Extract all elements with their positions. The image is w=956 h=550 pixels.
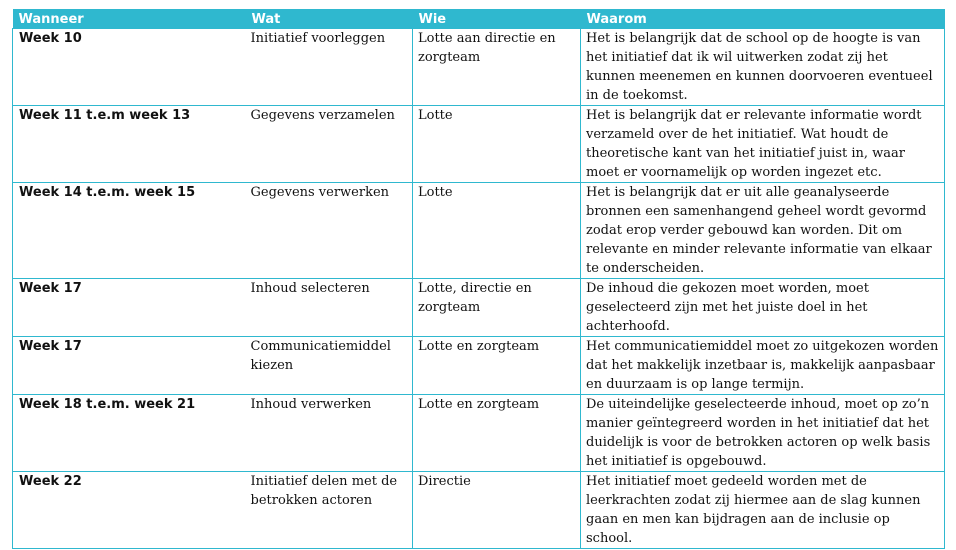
table-body [13, 29, 945, 549]
cell-wie: Lotte aan directie en zorgteam [413, 29, 581, 106]
table-row [13, 106, 945, 183]
cell-wanneer: Week 10 [13, 29, 246, 106]
cell-wat: Initiatief delen met de betrokken actoren [246, 472, 413, 549]
table-row [13, 337, 945, 395]
cell-wat: Inhoud selecteren [246, 279, 413, 337]
cell-wanneer: Week 14 t.e.m. week 15 [13, 183, 246, 279]
table-row [13, 279, 945, 337]
cell-wie: Lotte [413, 183, 581, 279]
cell-wat: Gegevens verzamelen [246, 106, 413, 183]
table-row [13, 395, 945, 472]
header-waarom: Waarom [581, 9, 945, 29]
cell-wat: Inhoud verwerken [246, 395, 413, 472]
cell-wat: Communicatiemiddel kiezen [246, 337, 413, 395]
cell-wat: Initiatief voorleggen [246, 29, 413, 106]
table-row [13, 472, 945, 549]
cell-waarom: Het initiatief moet gedeeld worden met de leerkrachten zodat zij hiermee aan de slag kunnen gaan en men kan bijdragen aan de inclusie op school. [581, 472, 945, 549]
cell-waarom: De uiteindelijke geselecteerde inhoud, moet op zo’n manier geïntegreerd worden in het initiatief dat het duidelijk is voor de betrokken actoren op welk basis het initiatief is opgebouwd. [581, 395, 945, 472]
table-row [13, 29, 945, 106]
cell-wie: Lotte, directie en zorgteam [413, 279, 581, 337]
cell-wie: Lotte en zorgteam [413, 395, 581, 472]
planning-table [12, 9, 945, 549]
cell-wanneer: Week 17 [13, 337, 246, 395]
table-header [13, 9, 945, 29]
table-row [13, 183, 945, 279]
cell-wanneer: Week 11 t.e.m week 13 [13, 106, 246, 183]
cell-wie: Directie [413, 472, 581, 549]
cell-waarom: De inhoud die gekozen moet worden, moet geselecteerd zijn met het juiste doel in het achterhoofd. [581, 279, 945, 337]
header-row [13, 9, 945, 29]
header-wie: Wie [413, 9, 581, 29]
cell-waarom: Het is belangrijk dat er uit alle geanalyseerde bronnen een samenhangend geheel wordt gevormd zodat erop verder gebouwd kan worden. Dit om relevante en minder relevante informatie van elkaar te onderscheiden. [581, 183, 945, 279]
cell-wanneer: Week 18 t.e.m. week 21 [13, 395, 246, 472]
cell-wat: Gegevens verwerken [246, 183, 413, 279]
cell-wanneer: Week 17 [13, 279, 246, 337]
header-wat: Wat [246, 9, 413, 29]
header-wanneer: Wanneer [13, 9, 246, 29]
cell-wanneer: Week 22 [13, 472, 246, 549]
cell-wie: Lotte [413, 106, 581, 183]
cell-waarom: Het communicatiemiddel moet zo uitgekozen worden dat het makkelijk inzetbaar is, makkelijk aanpasbaar en duurzaam is op lange termijn. [581, 337, 945, 395]
cell-wie: Lotte en zorgteam [413, 337, 581, 395]
cell-waarom: Het is belangrijk dat de school op de hoogte is van het initiatief dat ik wil uitwerken zodat zij het kunnen meenemen en kunnen doorvoeren eventueel in de toekomst. [581, 29, 945, 106]
cell-waarom: Het is belangrijk dat er relevante informatie wordt verzameld over de het initiatief. Wat houdt de theoretische kant van het initiatief juist in, waar moet er voornamelijk op worden ingezet etc. [581, 106, 945, 183]
